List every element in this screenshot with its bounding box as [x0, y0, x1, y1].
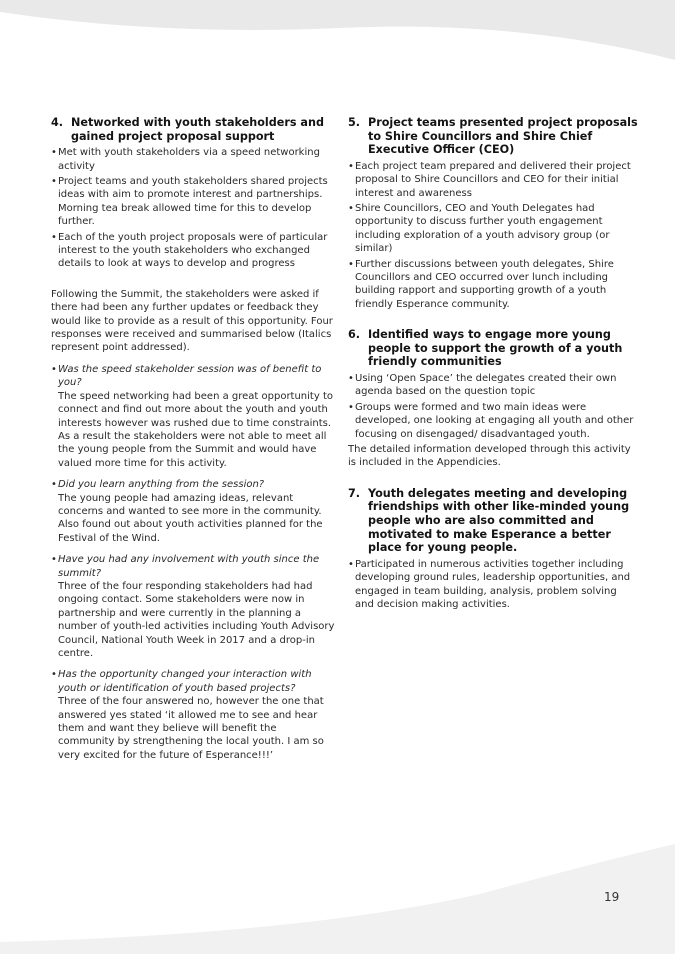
section-title: Project teams presented project proposals to Shire Councillors and Shire Chief Executive Officer (CEO)	[368, 116, 638, 157]
qa-item	[51, 668, 336, 762]
left-column	[51, 116, 336, 762]
section-title: Youth delegates meeting and developing friendships with other like-minded young people who are also committed and motivated to make Esperance a better place for young people.	[368, 486, 630, 555]
qa-question: • Has the opportunity changed your interaction with youth or identification of youth based projects?	[51, 668, 336, 695]
list-item: • Project teams and youth stakeholders shared projects ideas with aim to promote interest and partnerships. Morning tea break allowed time for this to develop further.	[51, 175, 336, 229]
section-title: Identified ways to engage more young people to support the growth of a youth friendly communities	[368, 328, 623, 369]
appendix-note: The detailed information developed through this activity is included in the Appendicies.	[348, 444, 631, 469]
list-item: • Shire Councillors, CEO and Youth Delegates had opportunity to discuss further youth engagement including exploration of a youth advisory group (or similar)	[348, 202, 638, 256]
section-5-heading	[348, 116, 638, 157]
qa-item	[51, 478, 336, 545]
qa-question: • Was the speed stakeholder session was of benefit to you?	[51, 363, 336, 390]
qa-answer: Three of the four responding stakeholders had had ongoing contact. Some stakeholders were now in partnership and were currently in the planning a number of youth-led activities including Youth Advisory Council, National Youth Week in 2017 and a drop-in centre.	[58, 580, 335, 659]
qa-question: • Did you learn anything from the session?	[51, 478, 336, 491]
header-curve-decoration	[0, 0, 675, 90]
list-item: • Met with youth stakeholders via a speed networking activity	[51, 146, 336, 173]
section-number: 7.	[348, 486, 361, 500]
section-5-bullets	[348, 160, 638, 311]
list-item: • Each project team prepared and delivered their project proposal to Shire Councillors and CEO for their initial interest and awareness	[348, 160, 638, 200]
qa-answer: The young people had amazing ideas, relevant concerns and wanted to see more in the community. Also found out about youth activities planned for the Festival of the Wind.	[58, 492, 323, 544]
footer-curve-decoration	[0, 824, 675, 954]
qa-answer: Three of the four answered no, however the one that answered yes stated ‘it allowed me to see and hear them and want they believe will benefit the community by strengthening the local youth. I am so very excited for the future of Esperance!!!’	[58, 696, 324, 761]
section-6-heading	[348, 328, 638, 369]
list-item: • Groups were formed and two main ideas were developed, one looking at engaging all youth and other focusing on disengaged/ disadvantaged youth.	[348, 401, 638, 441]
section-number: 6.	[348, 328, 361, 342]
page-number: 19	[604, 890, 620, 904]
qa-answer: The speed networking had been a great opportunity to connect and find out more about the youth and youth interests however was rushed due to time constraints. As a result the stakeholders were not able to meet all the young people from the Summit and would have valued more time for this activity.	[58, 390, 333, 469]
section-4-bullets	[51, 146, 336, 271]
section-6-bullets	[348, 372, 638, 441]
qa-question: • Have you had any involvement with youth since the summit?	[51, 553, 336, 580]
list-item: • Using ‘Open Space’ the delegates created their own agenda based on the question topic	[348, 372, 638, 399]
section-7-bullets	[348, 558, 638, 612]
section-7-heading	[348, 487, 638, 555]
list-item: • Each of the youth project proposals were of particular interest to the youth stakeholders who exchanged details to look at ways to develop and progress	[51, 231, 336, 271]
section-4-heading	[51, 116, 336, 143]
list-item: • Further discussions between youth delegates, Shire Councillors and CEO occurred over lunch including building rapport and supporting growth of a youth friendly Esperance community.	[348, 258, 638, 312]
list-item: • Participated in numerous activities together including developing ground rules, leadership opportunities, and engaged in team building, analysis, problem solving and decision making activities.	[348, 558, 638, 612]
qa-item	[51, 363, 336, 470]
section-number: 4.	[51, 116, 64, 129]
section-number: 5.	[348, 116, 361, 129]
feedback-intro: Following the Summit, the stakeholders were asked if there had been any further updates or feedback they would like to provide as a result of this opportunity. Four responses were received and summarised below (Italics represent point addressed).	[51, 288, 333, 354]
qa-item	[51, 553, 336, 660]
section-title: Networked with youth stakeholders and gained project proposal support	[71, 116, 324, 143]
right-column	[348, 116, 638, 613]
